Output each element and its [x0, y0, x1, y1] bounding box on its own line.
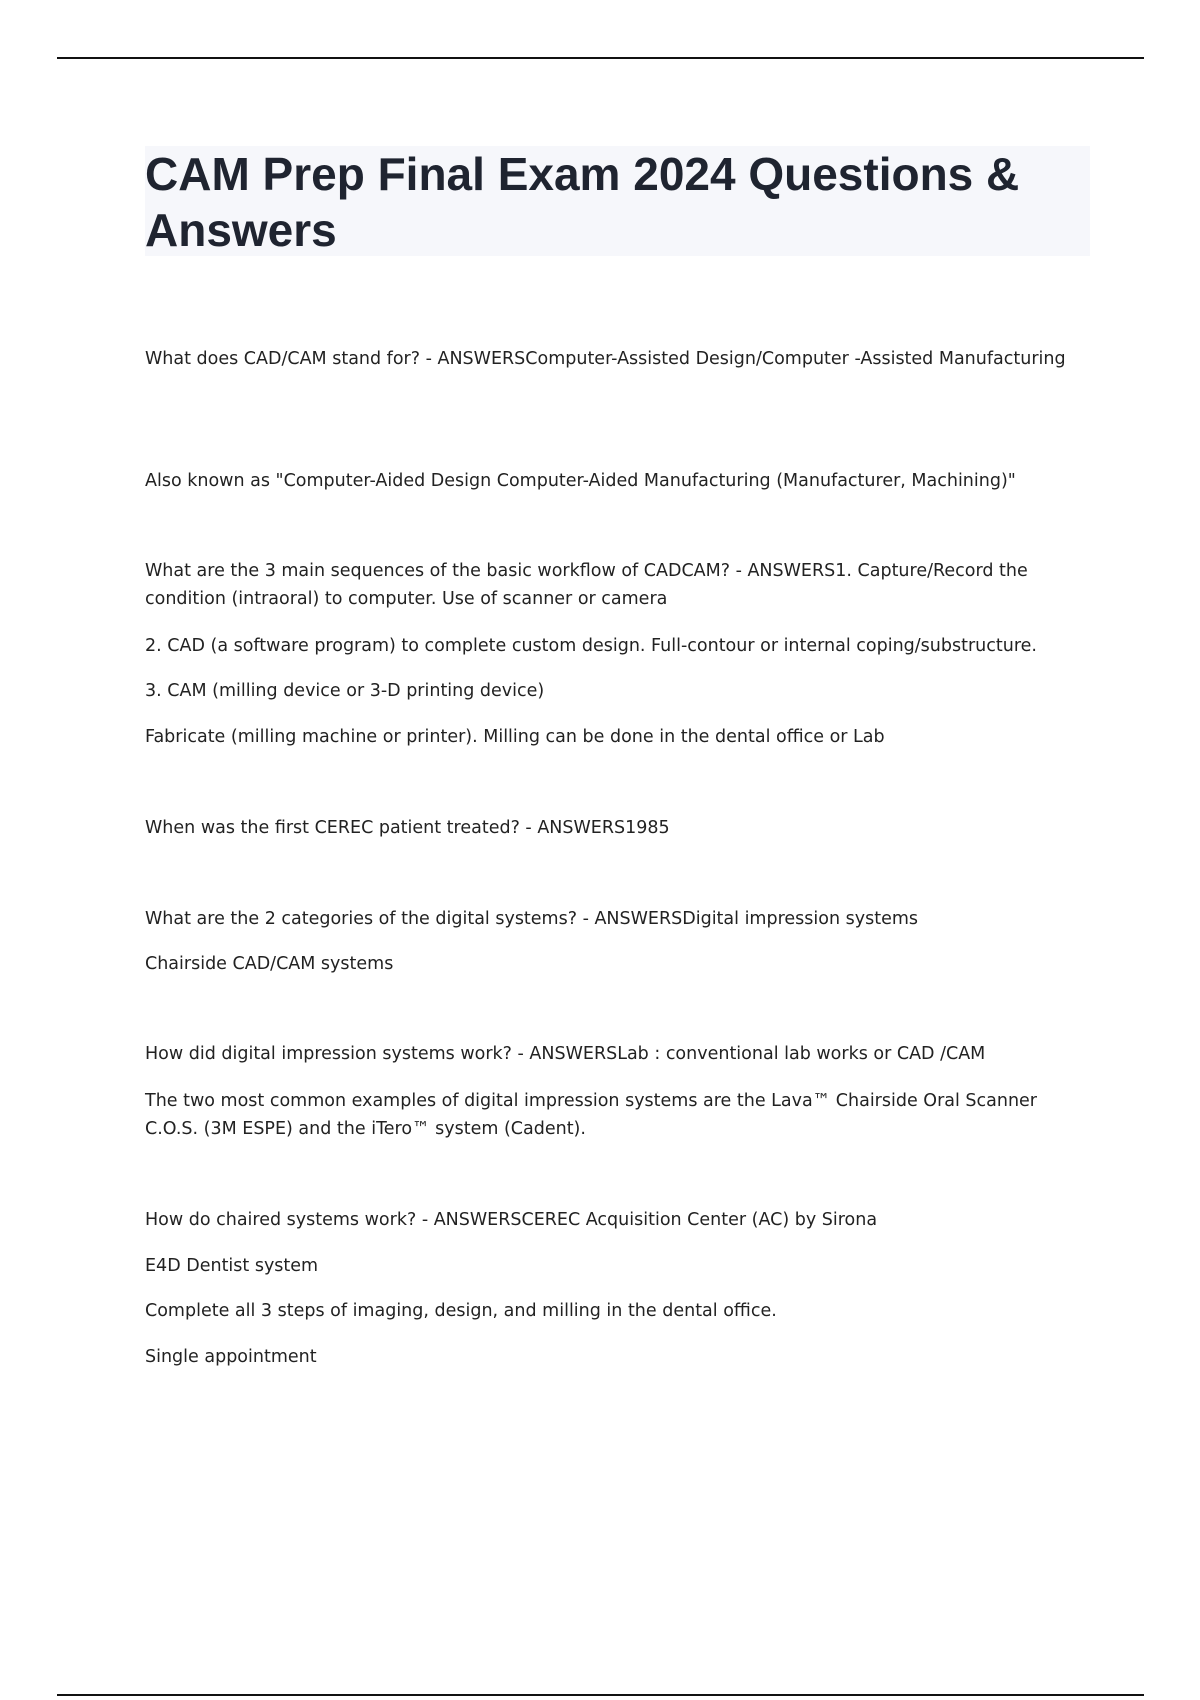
- paragraph-workflow-question: What are the 3 main sequences of the basic workflow of CADCAM? - ANSWERS1. Capture/Record the condition (intraoral) to computer. Use of scanner or camera: [145, 561, 1028, 609]
- header-rule: [57, 57, 1144, 59]
- paragraph-chaired-systems: How do chaired systems work? - ANSWERSCEREC Acquisition Center (AC) by Sirona: [145, 1210, 878, 1230]
- paragraph-first-cerec: When was the first CEREC patient treated? - ANSWERS1985: [145, 818, 670, 838]
- paragraph-chairside-systems: Chairside CAD/CAM systems: [145, 954, 394, 974]
- paragraph-workflow-step-3: 3. CAM (milling device or 3-D printing device): [145, 681, 545, 701]
- paragraph-digital-categories: What are the 2 categories of the digital systems? - ANSWERSDigital impression systems: [145, 909, 919, 929]
- paragraph-fabricate: Fabricate (milling machine or printer). Milling can be done in the dental office or Lab: [145, 727, 885, 747]
- footer-rule: [57, 1694, 1144, 1696]
- paragraph-common-examples: The two most common examples of digital impression systems are the Lava™ Chairside Oral Scanner C.O.S. (3M ESPE) and the iTero™ system (Cadent).: [145, 1091, 1038, 1139]
- paragraph-also-known-as: Also known as "Computer-Aided Design Computer-Aided Manufacturing (Manufacturer, Machining)": [145, 471, 1016, 491]
- page-title: CAM Prep Final Exam 2024 Questions & Answers: [145, 148, 1020, 256]
- paragraph-single-appointment: Single appointment: [145, 1347, 317, 1367]
- paragraph-digital-impression-work: How did digital impression systems work? - ANSWERSLab : conventional lab works or CAD /CAM: [145, 1044, 986, 1064]
- paragraph-cadcam-definition: What does CAD/CAM stand for? - ANSWERSComputer-Assisted Design/Computer -Assisted Manufacturing: [145, 349, 1066, 369]
- title-block: [145, 146, 1090, 256]
- paragraph-workflow-step-2: 2. CAD (a software program) to complete custom design. Full-contour or internal coping/substructure.: [145, 636, 1037, 656]
- paragraph-three-steps: Complete all 3 steps of imaging, design, and milling in the dental office.: [145, 1301, 777, 1321]
- paragraph-e4d-system: E4D Dentist system: [145, 1256, 319, 1276]
